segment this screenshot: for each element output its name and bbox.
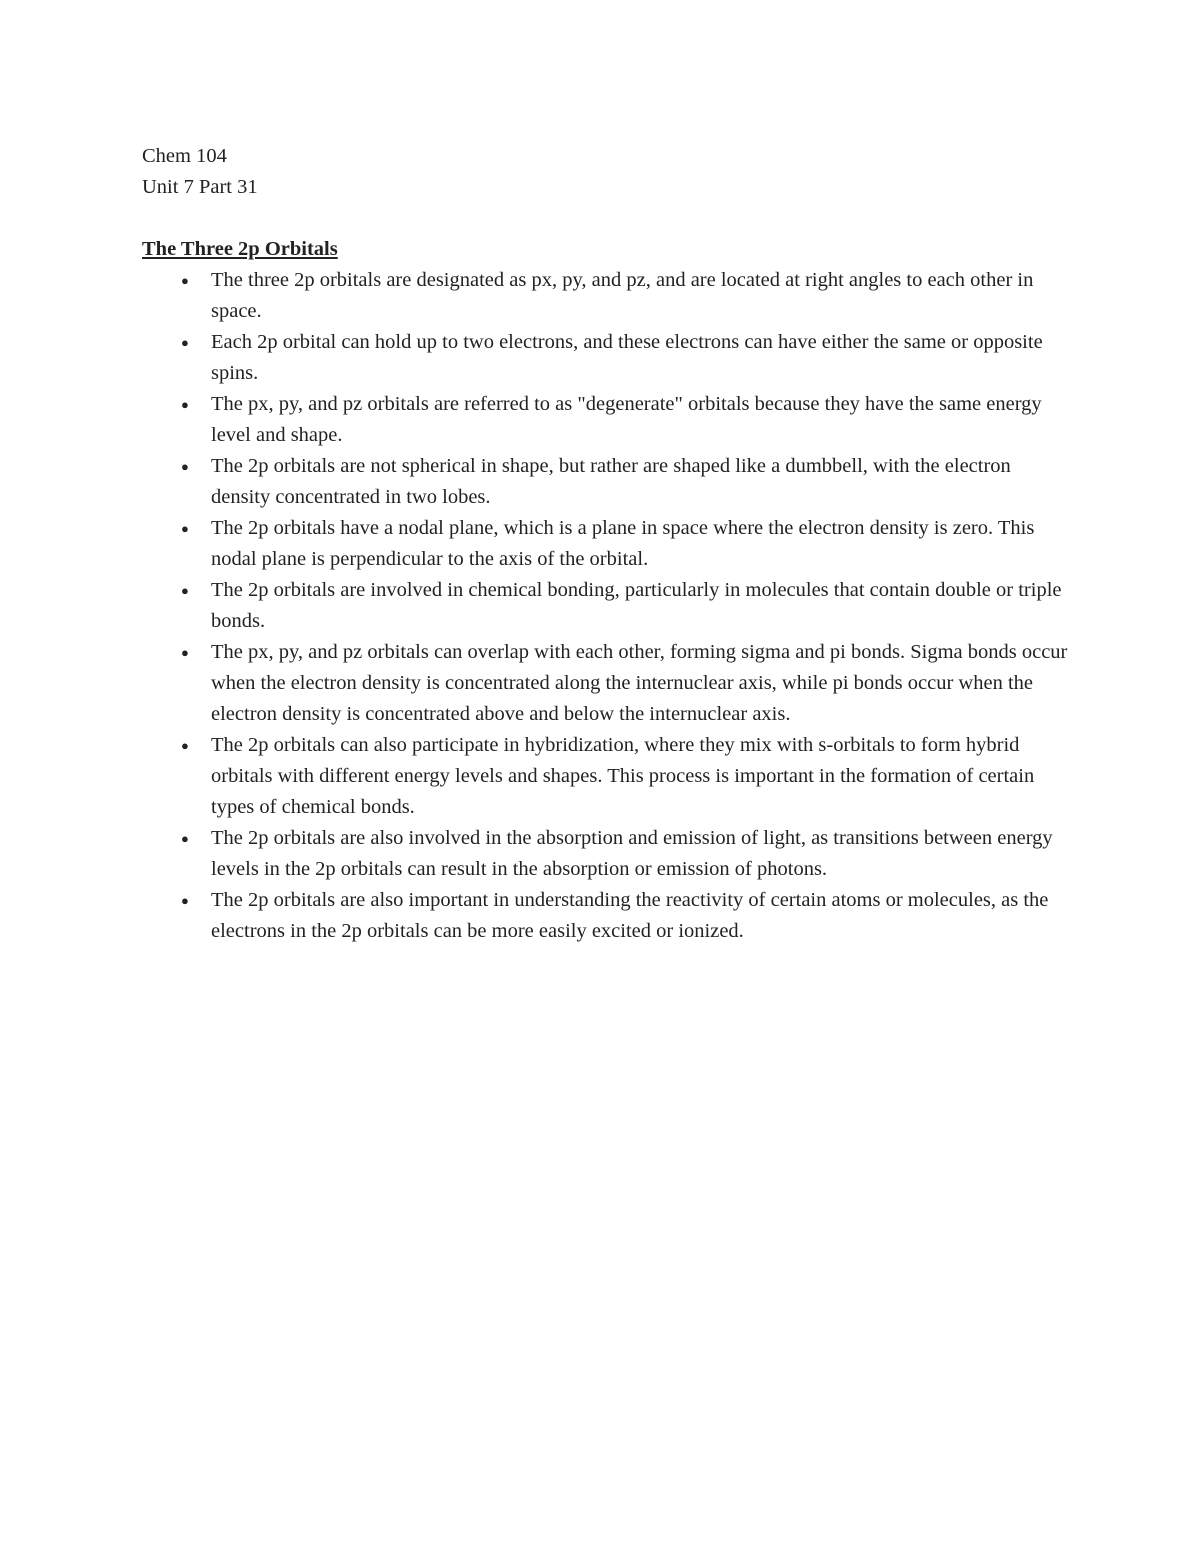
bullet-icon: ● — [181, 645, 189, 660]
list-item — [142, 327, 1072, 389]
list-item — [142, 823, 1072, 885]
list-item — [142, 730, 1072, 823]
bullet-list — [142, 265, 1072, 947]
list-item-text: The 2p orbitals are also involved in the absorption and emission of light, as transitions between energy levels in the 2p orbitals can result in the absorption or emission of photons. — [211, 827, 1053, 880]
bullet-icon: ● — [181, 273, 189, 288]
bullet-icon: ● — [181, 335, 189, 350]
bullet-icon: ● — [181, 397, 189, 412]
bullet-icon: ● — [181, 521, 189, 536]
bullet-icon: ● — [181, 459, 189, 474]
document-body — [142, 141, 1072, 947]
list-item-text: Each 2p orbital can hold up to two electrons, and these electrons can have either the same or opposite spins. — [211, 331, 1043, 384]
list-item-text: The px, py, and pz orbitals can overlap with each other, forming sigma and pi bonds. Sigma bonds occur when the electron density is concentrated along the internuclear axis, while pi bonds occur when the electron density is concentrated above and below the internuclear axis. — [211, 641, 1068, 725]
list-item-text: The 2p orbitals have a nodal plane, which is a plane in space where the electron density is zero. This nodal plane is perpendicular to the axis of the orbital. — [211, 517, 1035, 570]
list-item — [142, 389, 1072, 451]
list-item-text: The 2p orbitals are not spherical in shape, but rather are shaped like a dumbbell, with the electron density concentrated in two lobes. — [211, 455, 1011, 508]
bullet-icon: ● — [181, 893, 189, 908]
list-item-text: The 2p orbitals are also important in understanding the reactivity of certain atoms or molecules, as the electrons in the 2p orbitals can be more easily excited or ionized. — [211, 889, 1049, 942]
bullet-icon: ● — [181, 831, 189, 846]
list-item — [142, 575, 1072, 637]
list-item-text: The three 2p orbitals are designated as px, py, and pz, and are located at right angles to each other in space. — [211, 269, 1034, 322]
list-item — [142, 637, 1072, 730]
list-item-text: The 2p orbitals are involved in chemical bonding, particularly in molecules that contain double or triple bonds. — [211, 579, 1062, 632]
section-heading: The Three 2p Orbitals — [142, 238, 338, 260]
list-item — [142, 451, 1072, 513]
course-name: Chem 104 — [142, 145, 227, 167]
list-item — [142, 513, 1072, 575]
list-item — [142, 885, 1072, 947]
blank-line — [142, 203, 1072, 234]
bullet-icon: ● — [181, 583, 189, 598]
list-item — [142, 265, 1072, 327]
bullet-icon: ● — [181, 738, 189, 753]
list-item-text: The 2p orbitals can also participate in hybridization, where they mix with s-orbitals to form hybrid orbitals with different energy levels and shapes. This process is important in the formation of certain types of chemical bonds. — [211, 734, 1035, 818]
list-item-text: The px, py, and pz orbitals are referred to as "degenerate" orbitals because they have the same energy level and shape. — [211, 393, 1042, 446]
unit-label: Unit 7 Part 31 — [142, 176, 258, 198]
